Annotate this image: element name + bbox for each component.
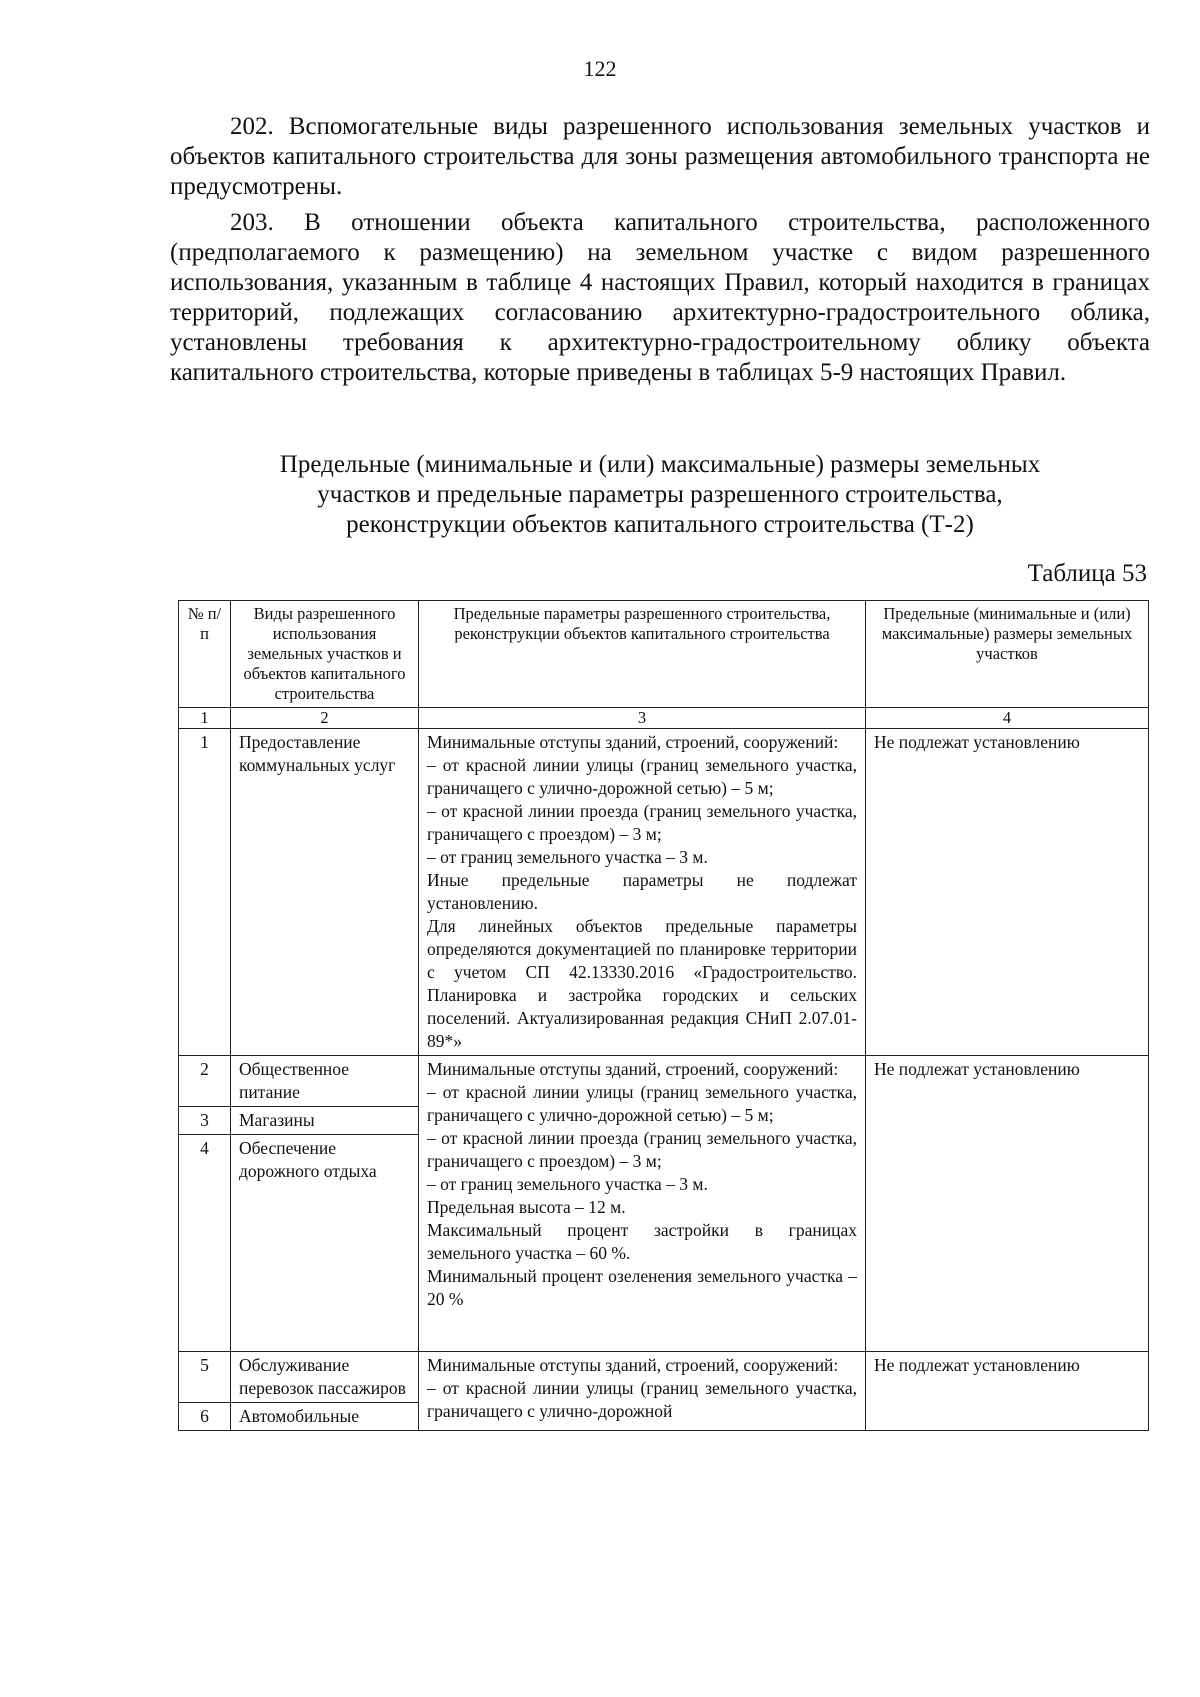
section-title-line: Предельные (минимальные и (или) максимальные) размеры земельных	[279, 451, 1041, 478]
params-cell	[419, 729, 866, 1056]
plot-sizes-cell: Не подлежат установлению	[866, 1056, 1149, 1352]
table-row	[179, 1056, 1149, 1107]
header-construction-params: Предельные параметры разрешенного строительства, реконструкции объектов капитального строительства	[419, 601, 866, 708]
param-line: Для линейных объектов предельные параметры определяются документацией по планировке территории с учетом СП 42.13330.2016 «Градостроительство. Планировка и застройка городских и сельских поселений. Актуализированная редакция СНиП 2.07.01-89*»	[427, 916, 857, 1051]
row-number: 1	[179, 729, 231, 1056]
header-plot-sizes: Предельные (минимальные и (или) максимальные) размеры земельных участков	[866, 601, 1149, 708]
column-number: 4	[866, 708, 1149, 729]
section-title	[170, 450, 1150, 540]
use-kind-cell: Обеспечение дорожного отдыха	[231, 1135, 419, 1352]
section-title-line: реконструкции объектов капитального строительства (Т-2)	[346, 511, 974, 538]
row-number: 6	[179, 1403, 231, 1431]
row-number: 5	[179, 1352, 231, 1403]
row-number: 2	[179, 1056, 231, 1107]
regulations-table	[178, 600, 1149, 1431]
table-row	[179, 1352, 1149, 1403]
header-use-kind: Виды разрешенного использования земельных участков и объектов капитального строительства	[231, 601, 419, 708]
paragraph-203: 203. В отношении объекта капитального строительства, расположенного (предполагаемого к размещению) на земельном участке с видом разрешенного использования, указанным в таблице 4 настоящих Правил, который находится в границах территорий, подлежащих согласованию архитектурно-градостроительного облика, установлены требования к архитектурно-градостроительному облику объекта капитального строительства, которые приведены в таблицах 5-9 настоящих Правил.	[170, 209, 1150, 386]
param-line: – от красной линии проезда (границ земельного участка, граничащего с проездом) – 3 м;	[427, 801, 857, 844]
param-line: Минимальные отступы зданий, строений, сооружений:	[427, 732, 839, 752]
use-kind-cell: Предоставление коммунальных услуг	[231, 729, 419, 1056]
column-number: 1	[179, 708, 231, 729]
row-number: 4	[179, 1135, 231, 1352]
plot-sizes-cell: Не подлежат установлению	[866, 729, 1149, 1056]
column-number-row	[179, 708, 1149, 729]
param-line: Минимальный процент озеленения земельного участка – 20 %	[427, 1266, 857, 1309]
plot-sizes-cell: Не подлежат установлению	[866, 1352, 1149, 1431]
param-line: – от красной линии улицы (границ земельного участка, граничащего с улично-дорожной сетью) – 5 м;	[427, 755, 857, 798]
params-cell	[419, 1352, 866, 1431]
param-line: Иные предельные параметры не подлежат установлению.	[427, 870, 857, 913]
params-cell	[419, 1056, 866, 1352]
table-label: Таблица 53	[1027, 560, 1147, 587]
param-line: – от красной линии улицы (границ земельного участка, граничащего с улично-дорожной сетью) – 5 м;	[427, 1082, 857, 1125]
param-line: Минимальные отступы зданий, строений, сооружений:	[427, 1355, 839, 1375]
table-header-row	[179, 601, 1149, 708]
paragraph-202: 202. Вспомогательные виды разрешенного использования земельных участков и объектов капитального строительства для зоны размещения автомобильного транспорта не предусмотрены.	[170, 113, 1150, 200]
use-kind-cell: Обслуживание перевозок пассажиров	[231, 1352, 419, 1403]
row-number: 3	[179, 1107, 231, 1135]
use-kind-cell: Автомобильные	[231, 1403, 419, 1431]
column-number: 3	[419, 708, 866, 729]
header-number: № п/п	[179, 601, 231, 708]
param-line: Максимальный процент застройки в границах земельного участка – 60 %.	[427, 1220, 857, 1263]
table-row	[179, 729, 1149, 1056]
param-line: – от границ земельного участка – 3 м.	[427, 1174, 708, 1194]
param-line: Предельная высота – 12 м.	[427, 1197, 626, 1217]
param-line: Минимальные отступы зданий, строений, сооружений:	[427, 1059, 839, 1079]
column-number: 2	[231, 708, 419, 729]
use-kind-cell: Общественное питание	[231, 1056, 419, 1107]
param-line: – от границ земельного участка – 3 м.	[427, 847, 708, 867]
section-title-line: участков и предельные параметры разрешенного строительства,	[317, 481, 1003, 508]
param-line: – от красной линии улицы (границ земельного участка, граничащего с улично-дорожной	[427, 1378, 857, 1421]
page-number: 122	[583, 56, 617, 81]
use-kind-cell: Магазины	[231, 1107, 419, 1135]
param-line: – от красной линии проезда (границ земельного участка, граничащего с проездом) – 3 м;	[427, 1128, 857, 1171]
